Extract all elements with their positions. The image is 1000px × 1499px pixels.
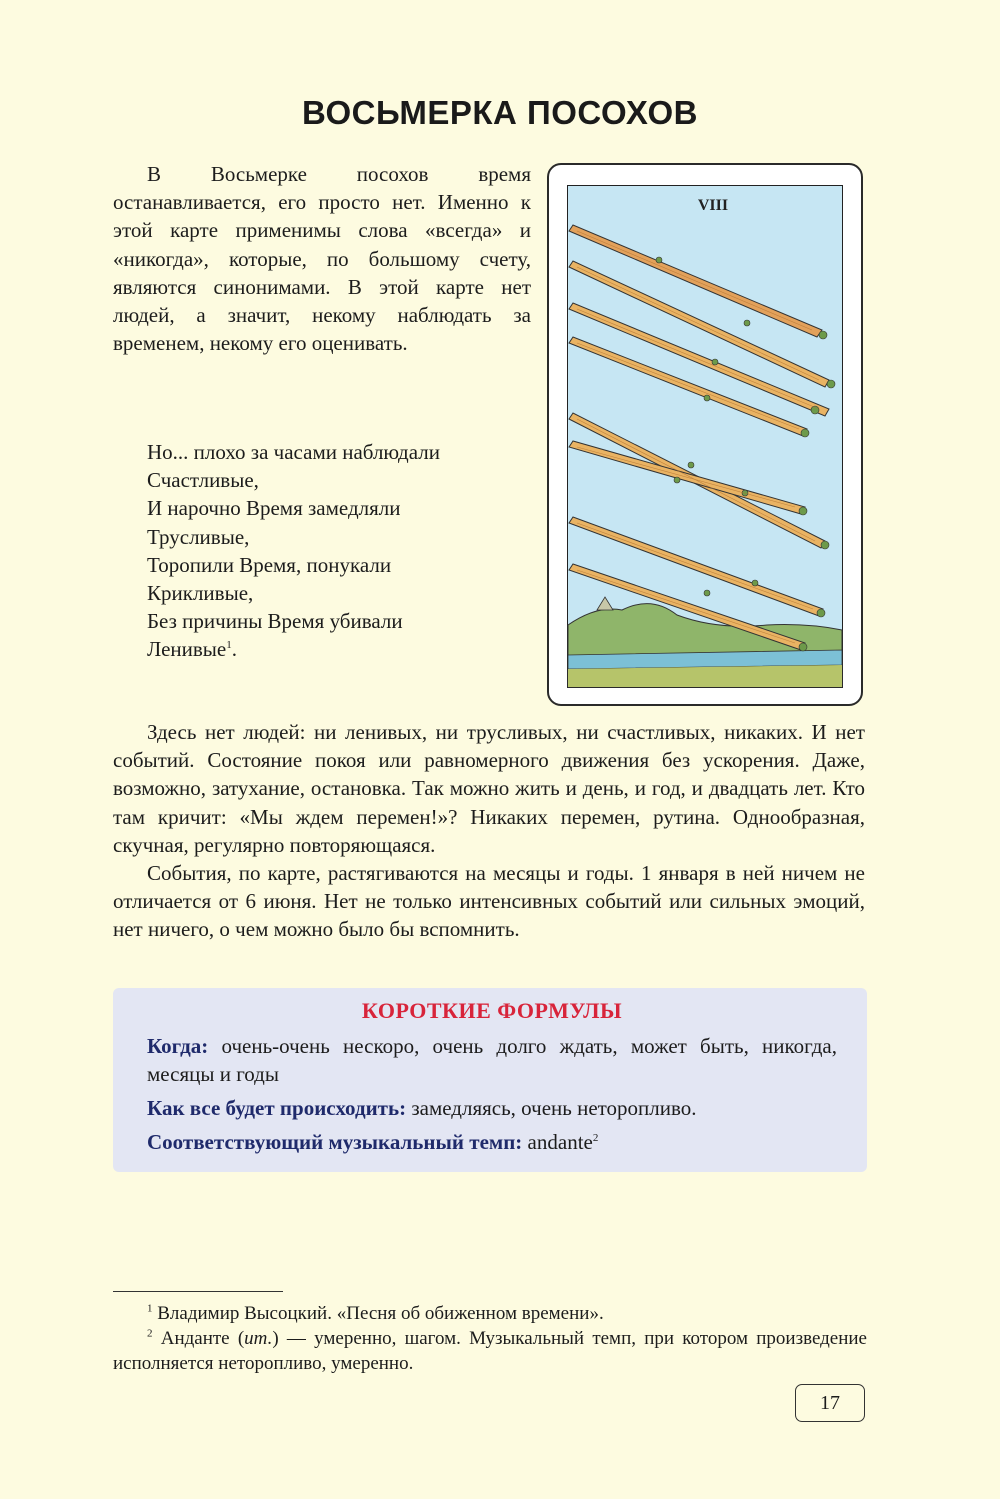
poem <box>147 438 440 664</box>
poem-line: Крикливые, <box>147 581 254 606</box>
footnote-2 <box>113 1326 867 1376</box>
footnote-text: Анданте ( <box>152 1328 245 1349</box>
footnotes <box>113 1301 867 1376</box>
poem-line: Трусливые, <box>147 524 250 549</box>
tarot-card <box>547 163 863 706</box>
formula-when <box>147 1032 837 1088</box>
poem-line: Торопили Время, понукали <box>147 552 392 577</box>
intro-paragraph: В Восьмерке посохов время останавливается, его просто нет. Именно к этой карте применимы слова «всегда» и «никогда», которые, по большому счету, являются синонимами. В этой карте нет людей, а значит, некому наблюдать за временем, некому его оценивать. <box>113 162 531 356</box>
footnote-1 <box>113 1301 867 1326</box>
formula-text: очень-очень нескоро, очень долго ждать, может быть, никогда, месяцы и годы <box>147 1034 837 1086</box>
footnote-mark: 2 <box>147 1327 153 1340</box>
poem-line: Без причины Время убивали <box>147 609 403 634</box>
poem-line: Но... плохо за часами наблюдали <box>147 440 440 464</box>
formula-label: Как все будет происходить: <box>147 1096 407 1120</box>
footnote-text: ) — умеренно, шагом. Музыкальный темп, при котором произведение исполняется неторопливо, умеренно. <box>113 1328 867 1374</box>
footnote-ref: 1 <box>226 639 232 652</box>
poem-last-word: Ленивые <box>147 637 227 662</box>
page-title: ВОСЬМЕРКА ПОСОХОВ <box>301 94 699 131</box>
formula-text: andante <box>522 1130 593 1154</box>
body-text <box>113 718 865 944</box>
page-number: 17 <box>795 1384 865 1422</box>
footnote-ref: 2 <box>592 1132 599 1144</box>
card-illustration <box>567 185 843 688</box>
poem-line: Ленивые$^1$. <box>147 637 237 662</box>
formula-how <box>147 1094 837 1122</box>
footnote-divider <box>113 1291 283 1292</box>
poem-line: И нарочно Время замедляли <box>147 496 401 521</box>
poem-line: Счастливые, <box>147 468 259 493</box>
body-paragraph: Здесь нет людей: ни ленивых, ни трусливых, ни счастливых, никаких. И нет событий. Состояние покоя или равномерного движения без ускорения. Даже, возможно, затухание, остановка. Так можно жить и день, и год, и двадцать лет. Кто там кричит: «Мы ждем перемен!»? Никаких перемен, рутина. Однообразная, скучная, регулярно повторяющаяся. <box>113 720 865 857</box>
body-paragraph: События, по карте, растягиваются на месяцы и годы. 1 января в ней ничем не отличается от 6 июня. Нет не только интенсивных событий или сильных эмоций, нет ничего, о чем можно было бы вспомнить. <box>113 861 865 942</box>
formula-label: Соответствующий музыкальный темп: <box>147 1130 523 1154</box>
card-numeral: VIII <box>697 197 729 214</box>
footnote-lang: ит. <box>244 1328 273 1349</box>
footnote-mark: 1 <box>147 1302 153 1315</box>
footnote-text: Владимир Высоцкий. «Песня об обиженном времени». <box>152 1303 604 1324</box>
formula-text: замедляясь, очень неторопливо. <box>406 1096 697 1120</box>
formula-tempo <box>147 1128 837 1156</box>
short-formulas-box <box>113 988 867 1172</box>
short-formulas-title: КОРОТКИЕ ФОРМУЛЫ <box>361 998 623 1023</box>
formula-label: Когда: <box>147 1034 209 1058</box>
